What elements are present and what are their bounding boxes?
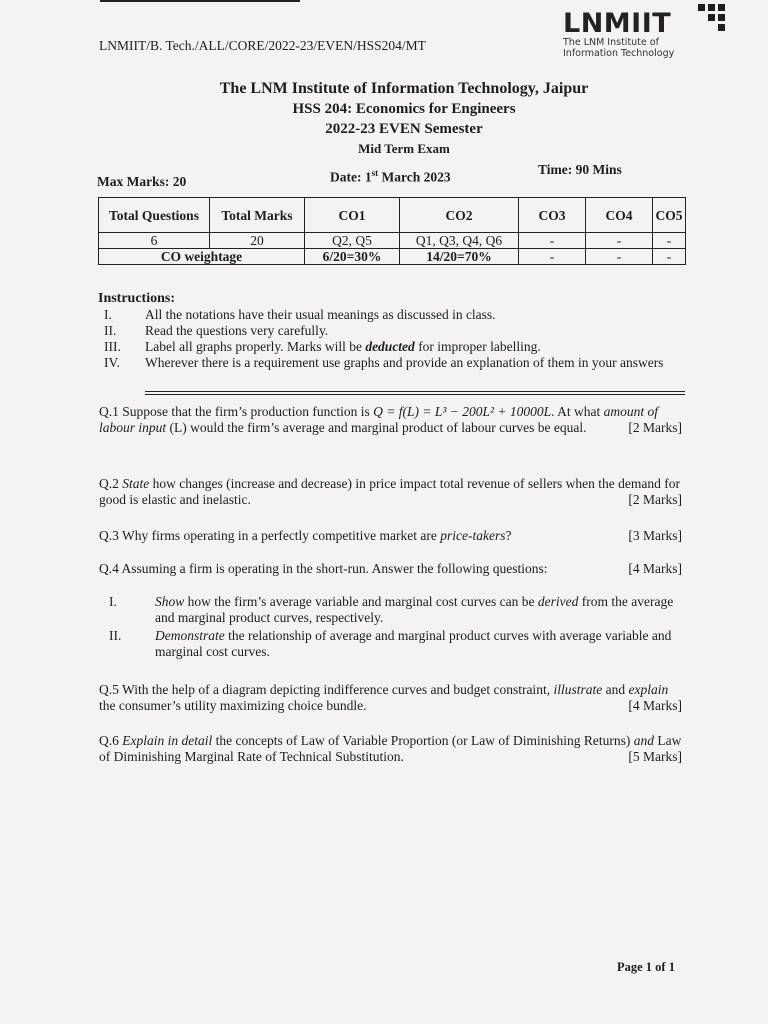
page-number: Page 1 of 1 [617, 960, 675, 974]
logo-line-1: The LNM Institute of [563, 37, 659, 48]
th-total-questions: Total Questions [99, 198, 210, 233]
td-cell: - [586, 233, 653, 249]
list-item: III. Label all graphs properly. Marks will be deducted for improper labelling. [104, 339, 541, 354]
list-item: I. Show how the firm’s average variable and marginal cost curves can be derived from the average and marginal product curves, respectively. [109, 594, 674, 625]
th-co2: CO2 [400, 198, 519, 233]
top-rule [100, 0, 300, 2]
th-co3: CO3 [519, 198, 586, 233]
marks-label: [5 Marks] [628, 749, 682, 764]
instructions-title: Instructions: [98, 291, 176, 306]
question-5: Q.5 With the help of a diagram depicting indifference curves and budget constraint, illustrate and explain the consumer’s utility maximizing choice bundle. [4 Marks] [99, 682, 682, 713]
logo-line-2: Information Technology [563, 48, 675, 59]
list-item: IV. Wherever there is a requirement use graphs and provide an explanation of them in your answers [104, 355, 664, 370]
marks-label: [2 Marks] [628, 420, 682, 435]
marks-label: [4 Marks] [628, 561, 682, 576]
table-row [99, 249, 686, 265]
question-2: Q.2 State how changes (increase and decrease) in price impact total revenue of sellers when the demand for good is elastic and inelastic. [2 Marks] [99, 476, 682, 507]
td-cell: 6/20=30% [305, 249, 400, 265]
marks-label: [2 Marks] [628, 492, 682, 507]
td-cell: Q1, Q3, Q4, Q6 [400, 233, 519, 249]
td-cell: 20 [210, 233, 305, 249]
exam-time: Time: 90 Mins [538, 162, 622, 177]
td-cell: 14/20=70% [400, 249, 519, 265]
production-function-formula: Q = f(L) = L³ − 200L² + 10000L [373, 404, 552, 419]
marks-label: [3 Marks] [628, 528, 682, 543]
table-row [99, 198, 686, 233]
divider [145, 394, 685, 395]
marks-label: [4 Marks] [628, 698, 682, 713]
td-cell: 6 [99, 233, 210, 249]
td-cell: - [586, 249, 653, 265]
institute-title: The LNM Institute of Information Technology, Jaipur [219, 80, 589, 97]
question-4: Q.4 Assuming a firm is operating in the short-run. Answer the following questions: [4 Marks] I. Show how the firm’s average variable and marginal cost curves can be derived from the average and marginal product curves, respectively. II. Demonstrate the relationship of average and marginal product curves with average variable and marginal cost curves. [99, 561, 682, 659]
logo-subtitle [563, 37, 743, 59]
document-code: LNMIIT/B. Tech./ALL/CORE/2022-23/EVEN/HSS204/MT [99, 38, 426, 53]
td-cell: - [653, 233, 686, 249]
exam-title: Mid Term Exam [358, 141, 450, 156]
th-co5: CO5 [653, 198, 686, 233]
institute-logo [563, 8, 743, 59]
td-cell: - [519, 233, 586, 249]
table-row [99, 233, 686, 249]
td-cell: - [653, 249, 686, 265]
logo-name: LNMIIT [563, 8, 672, 39]
td-cell: - [519, 249, 586, 265]
logo-mark-icon [698, 4, 736, 38]
td-cell: Q2, Q5 [305, 233, 400, 249]
course-title: HSS 204: Economics for Engineers [292, 101, 516, 117]
question-1: Q.1 Suppose that the firm’s production function is Q = f(L) = L³ − 200L² + 10000L. At what amount of labour input (L) would the firm’s average and marginal product of labour curves be equal. [2 Marks] [99, 404, 682, 435]
list-item: I. All the notations have their usual meanings as discussed in class. [104, 307, 496, 322]
exam-date: Date: 1st March 2023 [330, 168, 451, 185]
semester-title: 2022-23 EVEN Semester [325, 121, 483, 137]
max-marks: Max Marks: 20 [97, 174, 187, 189]
list-item: II. Read the questions very carefully. [104, 323, 329, 338]
th-total-marks: Total Marks [210, 198, 305, 233]
divider [145, 391, 685, 392]
th-co4: CO4 [586, 198, 653, 233]
instructions-list [104, 307, 689, 371]
question-3: Q.3 Why firms operating in a perfectly competitive market are price-takers? [3 Marks] [99, 528, 682, 543]
list-item: II. Demonstrate the relationship of average and marginal product curves with average variable and marginal cost curves. [109, 628, 672, 659]
th-co1: CO1 [305, 198, 400, 233]
td-co-weightage-label: CO weightage [99, 249, 305, 265]
co-table [98, 197, 686, 265]
question-6: Q.6 Explain in detail the concepts of Law of Variable Proportion (or Law of Diminishing Returns) and Law of Diminishing Marginal Rate of Technical Substitution. [5 Marks] [99, 733, 682, 764]
